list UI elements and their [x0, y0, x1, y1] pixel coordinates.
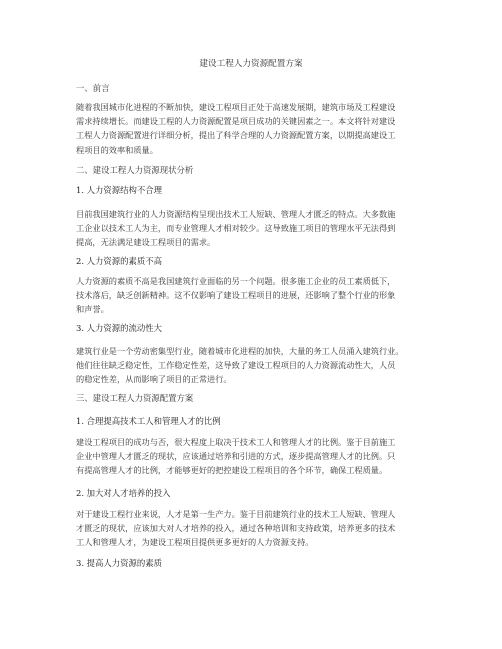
paragraph-line: 对于建设工程行业来说，人才是第一生产力。鉴于目前建筑行业的技术工人短缺、管理人	[76, 509, 396, 519]
paragraph-line: 工程人力资源配置进行详细分析，提出了科学合理的人力资源配置方案，以期提高建设工	[76, 130, 396, 141]
section-heading-preface: 一、前言	[76, 83, 110, 93]
paragraph-line: 他们往往缺乏稳定性，工作稳定性差，这导致了建设工程项目的人力资源流动性大，人员	[76, 360, 396, 371]
paragraph-line: 工人和管理人才，为建设工程项目提供更多更好的人力资源支持。	[76, 537, 314, 548]
subheading-mobility: 3. 人力资源的流动性大	[76, 323, 163, 333]
paragraph-line: 人力资源的素质不高是我国建筑行业面临的另一个问题。很多施工企业的员工素质低下，	[76, 276, 396, 286]
section-heading-plan: 三、建设工程人力资源配置方案	[76, 393, 194, 403]
subheading-quality: 2. 人力资源的素质不高	[76, 256, 163, 266]
paragraph-line: 程项目的效率和质量。	[76, 144, 158, 155]
paragraph-ratio	[76, 435, 430, 478]
paragraph-line: 和声誉。	[76, 304, 109, 315]
paragraph-preface	[76, 100, 430, 157]
paragraph-line: 工企业以技术工人为主，而专业管理人才相对较少。这导致施工项目的管理水平无法得到	[76, 223, 396, 234]
paragraph-training	[76, 507, 430, 550]
paragraph-line: 提高，无法满足建设工程项目的需求。	[76, 237, 216, 248]
paragraph-structure	[76, 207, 430, 250]
subheading-structure: 1. 人力资源结构不合理	[76, 185, 163, 195]
paragraph-line: 企业中管理人才匮乏的现状，应该通过培养和引进的方式，逐步提高管理人才的比例。只	[76, 451, 396, 462]
subheading-improve-quality: 3. 提高人力资源的素质	[76, 558, 163, 568]
document-title: 建设工程人力资源配置方案	[199, 59, 303, 69]
section-heading-status: 二、建设工程人力资源现状分析	[76, 165, 194, 175]
paragraph-line: 建筑行业是一个劳动密集型行业，随着城市化进程的加快，大量的务工人员涌入建筑行业。	[76, 346, 404, 356]
paragraph-quality	[76, 274, 430, 317]
paragraph-line: 技术落后，缺乏创新精神。这不仅影响了建设工程项目的进展，还影响了整个行业的形象	[76, 290, 396, 301]
paragraph-line: 有提高管理人才的比例，才能够更好的把控建设工程项目的各个环节，确保工程质量。	[76, 465, 388, 476]
paragraph-line: 的稳定性差，从而影响了项目的正常进行。	[76, 374, 232, 385]
paragraph-mobility	[76, 344, 430, 387]
paragraph-line: 才匮乏的现状，应该加大对人才培养的投入，通过各种培训和支持政策，培养更多的技术	[76, 523, 396, 534]
paragraph-line: 随着我国城市化进程的不断加快，建设工程项目正处于高速发展期，建筑市场及工程建设	[76, 102, 396, 112]
subheading-ratio: 1. 合理提高技术工人和管理人才的比例	[76, 416, 221, 426]
paragraph-line: 建设工程项目的成功与否，很大程度上取决于技术工人和管理人才的比例。鉴于目前施工	[76, 437, 396, 447]
paragraph-line: 需求持续增长。而建设工程的人力资源配置是项目成功的关键因素之一。本文将针对建设	[76, 116, 396, 127]
subheading-training: 2. 加大对人才培养的投入	[76, 488, 171, 498]
paragraph-line: 目前我国建筑行业的人力资源结构呈现出技术工人短缺、管理人才匮乏的特点。大多数施	[76, 209, 396, 219]
